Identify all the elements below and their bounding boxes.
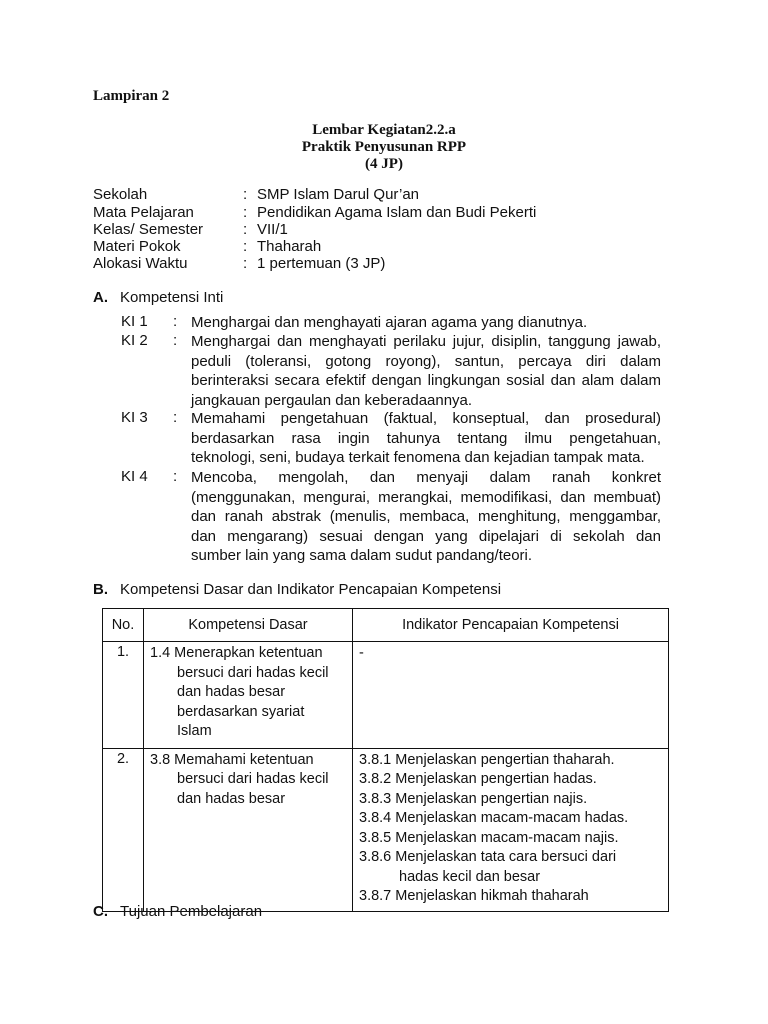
kd-line: berdasarkan syariat	[177, 703, 305, 720]
ki-colon: :	[173, 313, 178, 330]
ki-code: KI 4	[121, 468, 148, 485]
section-a-title: Kompetensi Inti	[120, 289, 224, 306]
indicator-line: 3.8.6 Menjelaskan tata cara bersuci dari	[359, 849, 617, 865]
info-colon: :	[243, 186, 248, 203]
attachment-label: Lampiran 2	[93, 88, 170, 104]
section-c-title: Tujuan Pembelajaran	[120, 903, 263, 920]
info-label-time: Alokasi Waktu	[93, 255, 188, 272]
info-value-subject: Pendidikan Agama Islam dan Budi Pekerti	[257, 204, 537, 221]
indicator-line: 3.8.1 Menjelaskan pengertian thaharah.	[359, 751, 615, 768]
ki-text	[191, 468, 661, 566]
section-c-letter: C.	[93, 903, 108, 920]
kd-line: Islam	[177, 723, 212, 739]
ki-line: berinteraksi secara efektif dengan lingkungan sosial dan alam dalam	[191, 372, 661, 389]
ki-line: Memahami pengetahuan (faktual, konseptual, dan prosedural)	[191, 410, 661, 427]
ki-line: berdasarkan rasa ingin tahunya tentang ilmu pengetahuan,	[191, 429, 661, 447]
table-row	[103, 642, 669, 749]
section-b-title: Kompetensi Dasar dan Indikator Pencapaian Kompetensi	[120, 581, 502, 598]
ki-code: KI 1	[121, 313, 148, 330]
info-colon: :	[243, 238, 248, 255]
header-no: No.	[103, 609, 144, 642]
header-indicator: Indikator Pencapaian Kompetensi	[353, 609, 669, 642]
indicator-line: 3.8.5 Menjelaskan macam-macam najis.	[359, 829, 619, 846]
section-c-heading	[93, 903, 262, 920]
kd-line: 3.8 Memahami ketentuan	[150, 751, 314, 768]
ki-text	[191, 313, 661, 333]
kd-line: dan hadas besar	[177, 790, 286, 807]
indicator-cell	[353, 748, 669, 911]
info-label-school: Sekolah	[93, 186, 148, 203]
indicator-line: 3.8.2 Menjelaskan pengertian hadas.	[359, 771, 597, 787]
info-value-school: SMP Islam Darul Qur’an	[257, 186, 419, 203]
indicator-cell	[353, 642, 669, 749]
info-colon: :	[243, 221, 248, 238]
section-b-heading	[93, 581, 501, 598]
section-b-letter: B.	[93, 581, 108, 598]
ki-code: KI 2	[121, 332, 148, 349]
indicator-line: 3.8.3 Menjelaskan pengertian najis.	[359, 790, 588, 807]
ki-line: dan mengarang) sesuai dengan yang dipelajari di sekolah dan	[191, 527, 661, 545]
row-number: 2.	[103, 748, 144, 911]
ki-line: jangkauan pergaulan dan keberadaannya.	[191, 391, 473, 409]
header-kd: Kompetensi Dasar	[144, 609, 353, 642]
row-number: 1.	[103, 642, 144, 749]
info-label-topic: Materi Pokok	[93, 238, 181, 255]
ki-colon: :	[173, 409, 178, 426]
ki-text	[191, 409, 661, 468]
doc-title: Lembar Kegiatan2.2.a	[312, 122, 456, 138]
kd-cell	[144, 748, 353, 911]
ki-line: (menggunakan, mengurai, merangkai, memodifikasi, dan membuat)	[191, 488, 661, 506]
ki-line: Menghargai dan menghayati perilaku jujur, disiplin, tanggung jawab,	[191, 333, 661, 350]
section-a-heading	[93, 289, 223, 306]
info-value-class: VII/1	[257, 221, 288, 238]
kd-line: bersuci dari hadas kecil	[177, 664, 329, 681]
ki-line: dan ranah abstrak (menulis, membaca, menghitung, menggambar,	[191, 508, 661, 525]
ki-line: peduli (toleransi, gotong royong), santun, percaya diri dalam	[191, 352, 661, 370]
ki-line: Mencoba, mengolah, dan menyaji dalam ranah konkret	[191, 469, 661, 486]
kd-cell	[144, 642, 353, 749]
info-label-subject: Mata Pelajaran	[93, 204, 194, 221]
ki-code: KI 3	[121, 409, 148, 426]
ki-line: Menghargai dan menghayati ajaran agama yang dianutnya.	[191, 314, 588, 331]
indicator-line: 3.8.4 Menjelaskan macam-macam hadas.	[359, 810, 629, 826]
doc-subtitle: Praktik Penyusunan RPP	[301, 139, 467, 155]
section-a-letter: A.	[93, 289, 108, 306]
info-value-time: 1 pertemuan (3 JP)	[257, 255, 386, 272]
ki-colon: :	[173, 468, 178, 485]
ki-colon: :	[173, 332, 178, 349]
indicator-line: hadas kecil dan besar	[399, 868, 541, 885]
ki-text	[191, 332, 661, 410]
info-value-topic: Thaharah	[257, 238, 322, 255]
doc-duration: (4 JP)	[365, 156, 403, 172]
info-colon: :	[243, 204, 248, 221]
table-header-row	[103, 609, 669, 642]
kd-line: dan hadas besar	[177, 684, 286, 700]
ki-line: teknologi, seni, budaya terkait fenomena dan kejadian tampak mata.	[191, 449, 645, 466]
ki-line: sumber lain yang sama dalam sudut pandang/teori.	[191, 547, 533, 564]
competency-table	[102, 608, 669, 912]
table-row	[103, 748, 669, 911]
indicator-line: -	[359, 645, 364, 661]
indicator-line: 3.8.7 Menjelaskan hikmah thaharah	[359, 888, 589, 904]
info-colon: :	[243, 255, 248, 272]
kd-line: bersuci dari hadas kecil	[177, 771, 329, 787]
kd-line: 1.4 Menerapkan ketentuan	[150, 645, 323, 661]
info-label-class: Kelas/ Semester	[93, 221, 204, 238]
